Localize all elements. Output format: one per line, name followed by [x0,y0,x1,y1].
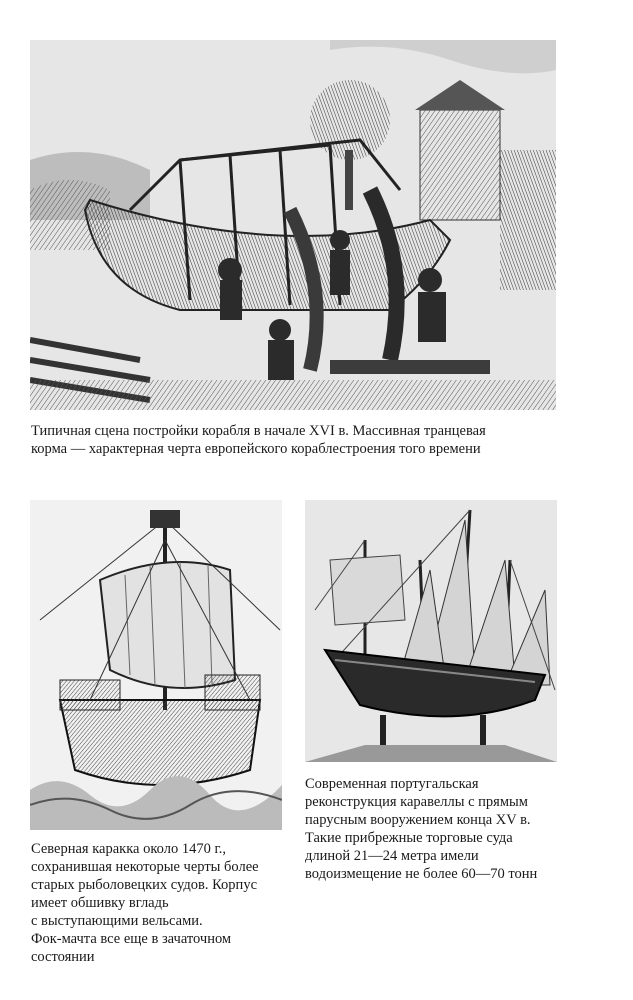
caption-caravel [305,775,537,883]
caption-line: длиной 21—24 метра имели [305,848,479,864]
caption-line: имеет обшивку вгладь [31,895,169,911]
caption-line: Типичная сцена постройки корабля в начале XVI в. Массивная транцевая [31,423,486,439]
caption-line: Такие прибрежные торговые суда [305,830,513,846]
caption-line: с выступающими вельсами. [31,913,203,929]
caption-line: парусным вооружением конца XV в. [305,812,531,828]
carrack-engraving [30,500,282,830]
caption-line: водоизмещение не более 60—70 тонн [305,866,538,882]
caption-carrack [31,840,259,966]
caption-line: сохранившая некоторые черты более [31,859,259,875]
caption-line: старых рыболовецких судов. Корпус [31,877,258,893]
shipbuilding-engraving [30,40,556,410]
caption-line: Фок-мачта все еще в зачаточном [31,931,232,947]
caption-line: реконструкция каравеллы с прямым [305,794,528,810]
caption-line: корма — характерная черта европейского кораблестроения того времени [31,441,481,457]
caption-line: Северная каракка около 1470 г., [31,841,227,857]
caravel-model-photo [305,500,557,762]
caption-shipbuilding [31,422,486,458]
caption-line: состоянии [31,949,95,965]
caption-line: Современная португальская [305,776,479,792]
